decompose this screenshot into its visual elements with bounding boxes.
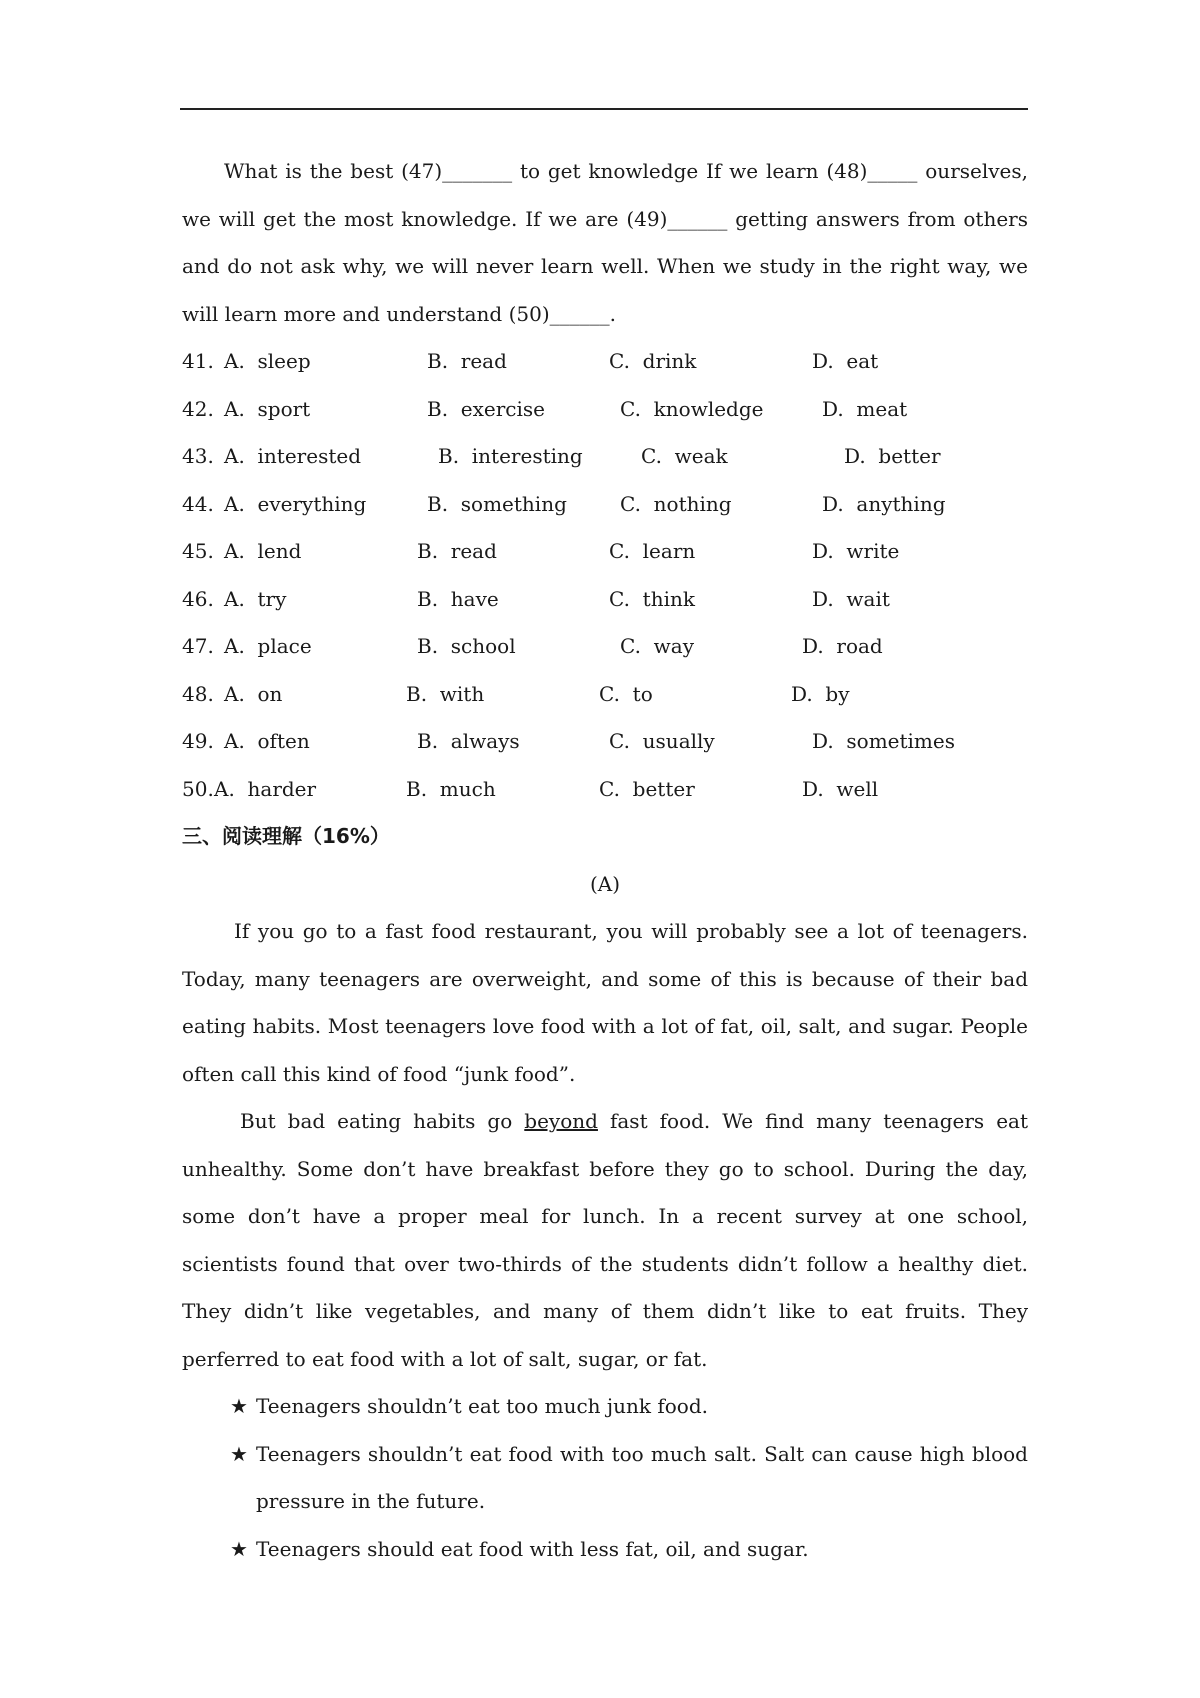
option-d: D. by (791, 681, 850, 706)
passage-line-1: What is the best (47)_______ to get knowledge If we learn (48)_____ ourselves, (224, 159, 1028, 183)
question-number: 44. (182, 491, 214, 516)
option-c: C. to (599, 681, 653, 706)
option-row-41 (182, 338, 1028, 386)
bullet-list (182, 1383, 1028, 1573)
passage-line-4: will learn more and understand (50)______. (182, 301, 616, 326)
option-row-45 (182, 528, 1028, 576)
option-a: A. interested (224, 444, 362, 468)
option-c: C. learn (609, 539, 696, 563)
option-a: A. sleep (224, 349, 311, 373)
option-d: D. better (844, 444, 941, 468)
paragraph-1: If you go to a fast food restaurant, you will probably see a lot of teenagers. Today, many teenagers are overweight, and some of this is because of their bad eating habits. Most teenagers love food with a lot of fat, oil, salt, and sugar. People often call this kind of food “junk food”. (182, 919, 1028, 1086)
option-c: C. nothing (620, 491, 732, 516)
option-row-50 (182, 766, 1028, 814)
option-row-47 (182, 623, 1028, 671)
star-icon: ★ (230, 1536, 248, 1561)
option-a: A. everything (224, 491, 367, 516)
bullet-item (182, 1383, 1028, 1431)
option-d: D. well (802, 776, 879, 801)
option-b: B. read (427, 349, 507, 373)
passage-line-2: we will get the most knowledge. If we are (49)______ getting answers from others (182, 206, 1028, 231)
option-b: B. interesting (438, 444, 583, 468)
question-number: 50. (182, 776, 214, 801)
option-b: B. have (417, 586, 499, 611)
option-row-42 (182, 386, 1028, 434)
option-a: A. harder (214, 776, 317, 801)
option-a: A. lend (224, 539, 302, 563)
option-row-49 (182, 718, 1028, 766)
star-icon: ★ (230, 1394, 248, 1418)
option-c: C. knowledge (620, 396, 764, 421)
paragraph-2 (182, 1098, 1028, 1383)
question-number: 41. (182, 349, 214, 373)
option-b: B. school (417, 634, 516, 658)
header-rule (180, 108, 1028, 110)
question-number: 47. (182, 634, 214, 658)
option-a: A. place (224, 634, 312, 658)
option-row-46 (182, 576, 1028, 624)
option-a: A. sport (224, 396, 311, 421)
option-a: A. on (224, 681, 283, 706)
option-d: D. sometimes (812, 729, 955, 753)
option-c: C. think (609, 586, 695, 611)
options-list (182, 338, 1028, 813)
option-c: C. drink (609, 349, 697, 373)
question-number: 48. (182, 681, 214, 706)
paragraph-2-after: fast food. We find many teenagers eat unhealthy. Some don’t have breakfast before they go to school. During the day, some don’t have a proper meal for lunch. In a recent survey at one school, scientists found that over two-thirds of the students didn’t follow a healthy diet. They didn’t like vegetables, and many of them didn’t like to eat fruits. They perferred to eat food with a lot of salt, sugar, or fat. (182, 1109, 1028, 1371)
option-d: D. anything (822, 491, 946, 516)
option-b: B. exercise (427, 396, 545, 421)
document-body (182, 148, 1028, 1573)
passage-end (182, 148, 1028, 338)
option-row-48 (182, 671, 1028, 719)
option-a: A. try (224, 586, 287, 611)
option-b: B. much (406, 776, 496, 801)
option-c: C. weak (641, 444, 728, 468)
option-d: D. eat (812, 349, 879, 373)
option-c: C. way (620, 634, 695, 658)
question-number: 42. (182, 396, 214, 421)
bullet-text: Teenagers should eat food with less fat, oil, and sugar. (256, 1536, 809, 1561)
paragraph-2-before: But bad eating habits go (240, 1109, 525, 1133)
question-number: 43. (182, 444, 214, 468)
option-b: B. with (406, 681, 485, 706)
option-c: C. usually (609, 729, 715, 753)
option-d: D. wait (812, 586, 890, 611)
option-b: B. something (427, 491, 567, 516)
question-number: 45. (182, 539, 214, 563)
section-heading: 三、阅读理解（16%） (182, 824, 390, 848)
passage-label: (A) (589, 871, 621, 896)
option-b: B. read (417, 539, 497, 563)
question-number: 46. (182, 586, 214, 611)
underlined-word: beyond (524, 1109, 598, 1133)
option-c: C. better (599, 776, 695, 801)
option-d: D. meat (822, 396, 908, 421)
option-a: A. often (224, 729, 310, 753)
option-d: D. write (812, 539, 900, 563)
question-number: 49. (182, 729, 214, 753)
bullet-item (182, 1526, 1028, 1574)
option-b: B. always (417, 729, 520, 753)
bullet-text: Teenagers shouldn’t eat too much junk food. (256, 1394, 708, 1418)
option-row-44 (182, 481, 1028, 529)
bullet-item (182, 1431, 1028, 1526)
star-icon: ★ (230, 1441, 248, 1466)
option-d: D. road (802, 634, 883, 658)
passage-line-3: and do not ask why, we will never learn well. When we study in the right way, we (182, 254, 1028, 278)
bullet-text: Teenagers shouldn’t eat food with too much salt. Salt can cause high blood pressure in the future. (256, 1441, 1028, 1513)
option-row-43 (182, 433, 1028, 481)
